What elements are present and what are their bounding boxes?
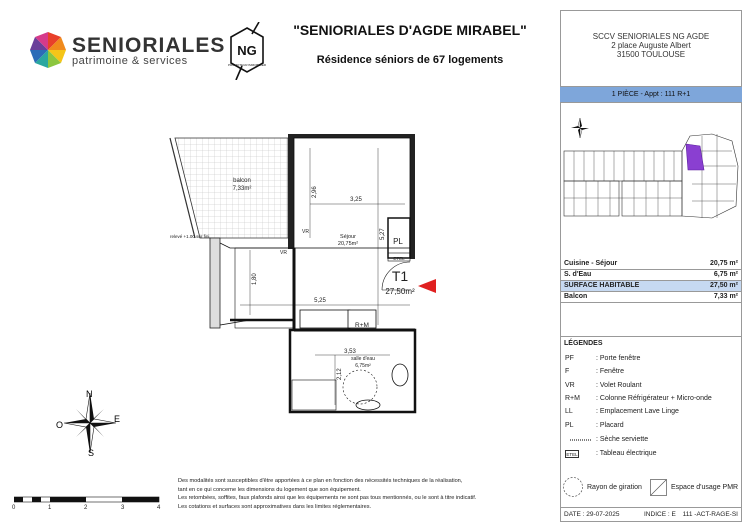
brand-name: SENIORIALES (72, 34, 226, 57)
footer-bar (560, 507, 742, 522)
sejour-label: Séjour (340, 234, 356, 240)
vr-label-1: VR (302, 229, 309, 235)
scale-label-3: 3 (121, 505, 125, 511)
footer-ref: 111 -ACT-RAGE-SI (682, 511, 738, 518)
rm-label: R+M (355, 322, 369, 329)
footer-date: DATE : 29-07-2025 (564, 511, 620, 518)
note-line: tant en ce qui concerne les dimensions du logement que son équipement. (178, 486, 361, 493)
dim-296: 2,96 (312, 186, 318, 198)
company-block (560, 10, 742, 86)
compass-o: O (56, 420, 64, 430)
bathroom-label: salle d'eau (351, 356, 375, 362)
legend-divider (560, 336, 742, 337)
company-name: SCCV SENIORIALES NG AGDE (592, 32, 710, 41)
scale-label-2: 2 (84, 505, 88, 511)
company-address: 2 place Auguste Albert (611, 41, 691, 50)
turning-radius-icon (562, 476, 584, 498)
surface-row: Balcon 7,33 m² (561, 292, 741, 303)
disclaimer-notes (178, 477, 538, 511)
releve-note: relevé +1.00 sur fini (170, 234, 210, 239)
etel-label: ETEL (393, 256, 405, 261)
scale-bar (14, 495, 164, 505)
compass-n: N (86, 389, 93, 399)
floor-plan (160, 120, 460, 420)
legend-title: LÉGENDES (564, 340, 603, 347)
dim-180: 1,80 (252, 273, 258, 285)
compass-s: S (88, 448, 95, 458)
balcony-area: 7,33m² (232, 186, 252, 192)
balcony-label: balcon (233, 178, 251, 184)
unit-type: T1 (391, 268, 409, 284)
apartment-bar: 1 PIÈCE - Appt : 111 R+1 (560, 86, 742, 103)
surface-table (561, 259, 741, 303)
key-plan (562, 106, 740, 256)
pf-label: PF (288, 156, 294, 161)
highlighted-unit (686, 144, 704, 170)
document-subtitle: Résidence séniors de 67 logements (316, 54, 504, 66)
towel-dryer-icon (565, 437, 597, 443)
sejour-area: 20,75m² (337, 241, 359, 247)
surface-row: S. d'Eau 6,75 m² (561, 270, 741, 281)
note-line: Des modalités sont susceptibles d'être apportées à ce plan en fonction des nécessités techniques de la réalisation, (178, 478, 463, 484)
placard-label: PL (393, 237, 403, 246)
brand-tagline: patrimoine & services (72, 55, 188, 67)
company-city: 31500 TOULOUSE (616, 50, 686, 59)
ng-logo-subtext: PROMOTEUR IMMOBILIER (227, 63, 267, 67)
legend-giration: Rayon de giration (587, 484, 642, 491)
legend-pmr: Espace d'usage PMR (671, 484, 739, 491)
dim-525: 5,25 (314, 298, 326, 304)
surface-row-total: SURFACE HABITABLE 27,50 m² (561, 281, 741, 292)
compass-rose-icon (52, 388, 132, 458)
scale-label-1: 1 (48, 505, 52, 511)
vr-label-2: VR (280, 250, 287, 256)
scale-label-4: 4 (157, 505, 161, 511)
unit-area: 27,50m² (385, 287, 415, 296)
footer-indice: INDICE : E (644, 511, 676, 518)
entrance-arrow-icon (418, 279, 436, 293)
balcony-area (175, 138, 288, 238)
dim-353: 3,53 (344, 349, 356, 355)
dim-527: 5,27 (380, 228, 386, 240)
scale-label-0: 0 (12, 505, 16, 511)
note-line: Les retombées, soffites, faux plafonds ainsi que les équipements ne sont pas tous mentionnés, ou le sont à titre indicatif. (178, 495, 477, 502)
note-line: Les cotations et surfaces sont approximatives dans les limites réglementaires. (178, 503, 372, 510)
ng-promoteur-logo-icon (226, 22, 268, 80)
compass-e: E (114, 414, 121, 424)
pmr-space-icon (650, 479, 667, 496)
ng-logo-text: NG (237, 43, 257, 58)
bathroom-area: 6,75m² (355, 363, 371, 369)
seniorales-logo-icon (28, 30, 68, 70)
surface-row: Cuisine - Séjour 20,75 m² (561, 259, 741, 270)
dim-325: 3,25 (350, 197, 362, 203)
dim-212: 2,12 (337, 368, 343, 380)
document-title: "SENIORIALES D'AGDE MIRABEL" (293, 22, 527, 38)
